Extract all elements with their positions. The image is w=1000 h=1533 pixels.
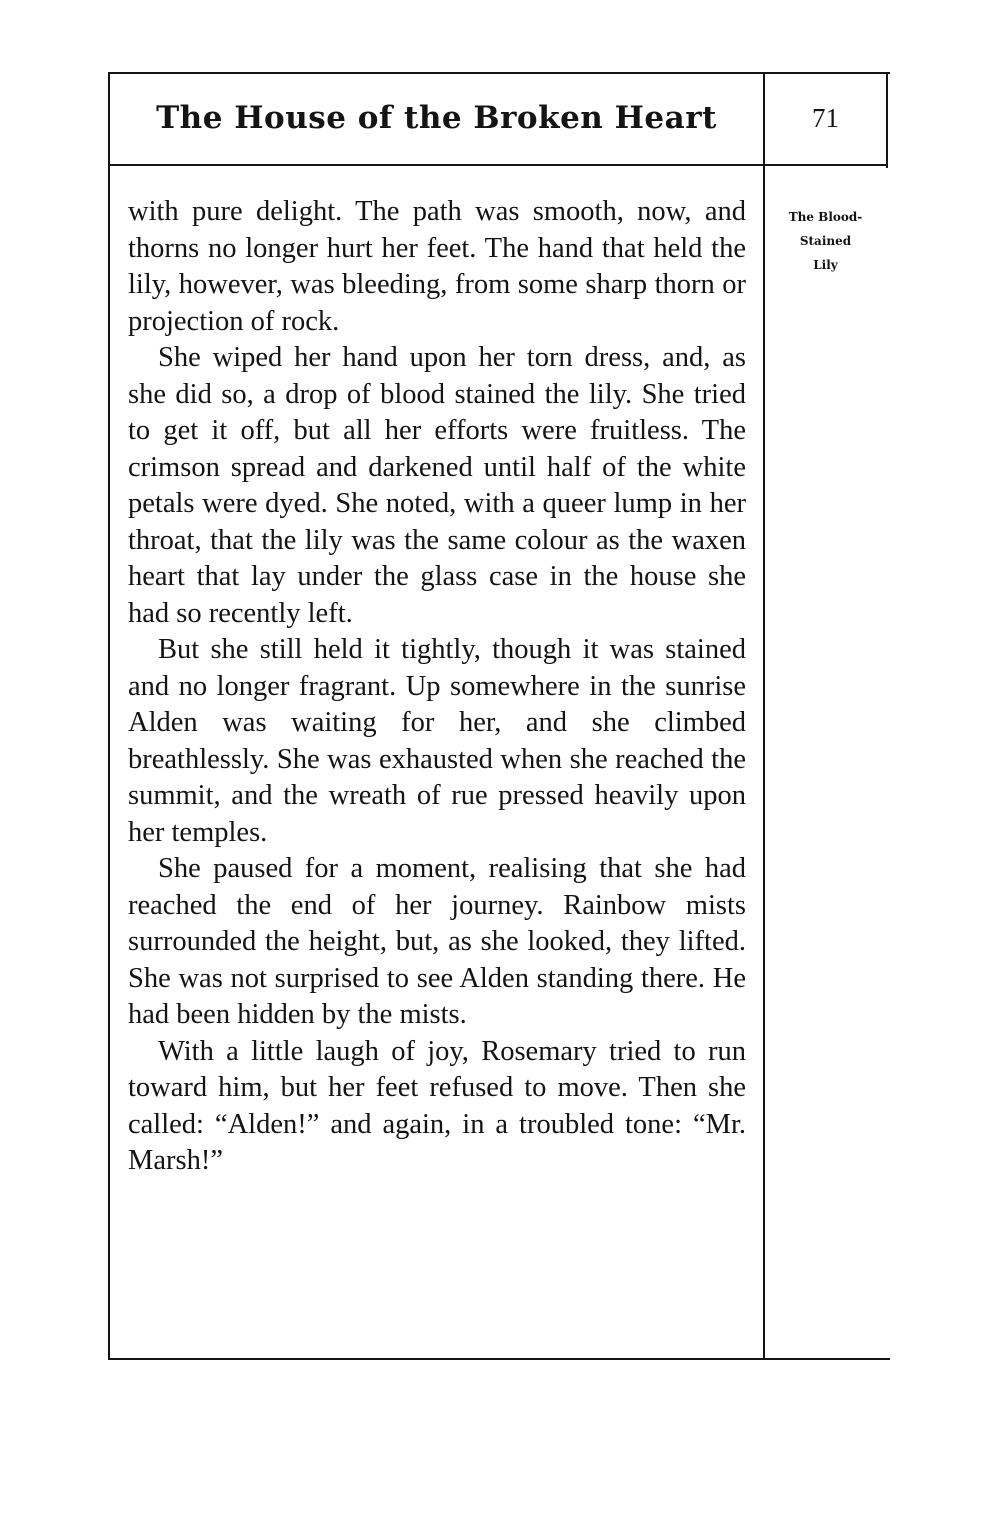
margin-note-line: The Blood-	[788, 210, 863, 224]
page-number: 71	[812, 102, 839, 133]
margin-note-line: Lily	[813, 258, 838, 272]
margin-note-line: Stained	[799, 234, 852, 248]
header-rule	[108, 164, 888, 166]
body-text	[128, 194, 746, 1180]
paragraph: with pure delight. The path was smooth, now, and thorns no longer hurt her feet. The hand that held the lily, however, was bleeding, from some sharp thorn or projection of rock.	[128, 196, 746, 337]
paragraph: She wiped her hand upon her torn dress, and, as she did so, a drop of blood stained the lily. She tried to get it off, but all her efforts were fruitless. The crimson spread and darkened until half of the white petals were dyed. She noted, with a queer lump in her throat, that the lily was the same colour as the waxen heart that lay under the glass case in the house she had so recently left.	[128, 342, 746, 629]
running-head: The House of the Broken Heart	[156, 100, 717, 136]
header-frame-edge	[886, 72, 888, 168]
paragraph: With a little laugh of joy, Rosemary tried to run toward him, but her feet refused to move. Then she called: “Alden!” and again, in a troubled tone: “Mr. Marsh!”	[128, 1035, 746, 1176]
paragraph: But she still held it tightly, though it was stained and no longer fragrant. Up somewhere in the sunrise Alden was waiting for her, and she climbed breathlessly. She was exhausted when she reached the summit, and the wreath of rue pressed heavily upon her temples.	[128, 634, 746, 848]
margin-note	[765, 205, 886, 277]
paragraph: She paused for a moment, realising that she had reached the end of her journey. Rainbow mists surrounded the height, but, as she looked, they lifted. She was not surprised to see Alden standing there. He had been hidden by the mists.	[128, 853, 746, 1030]
